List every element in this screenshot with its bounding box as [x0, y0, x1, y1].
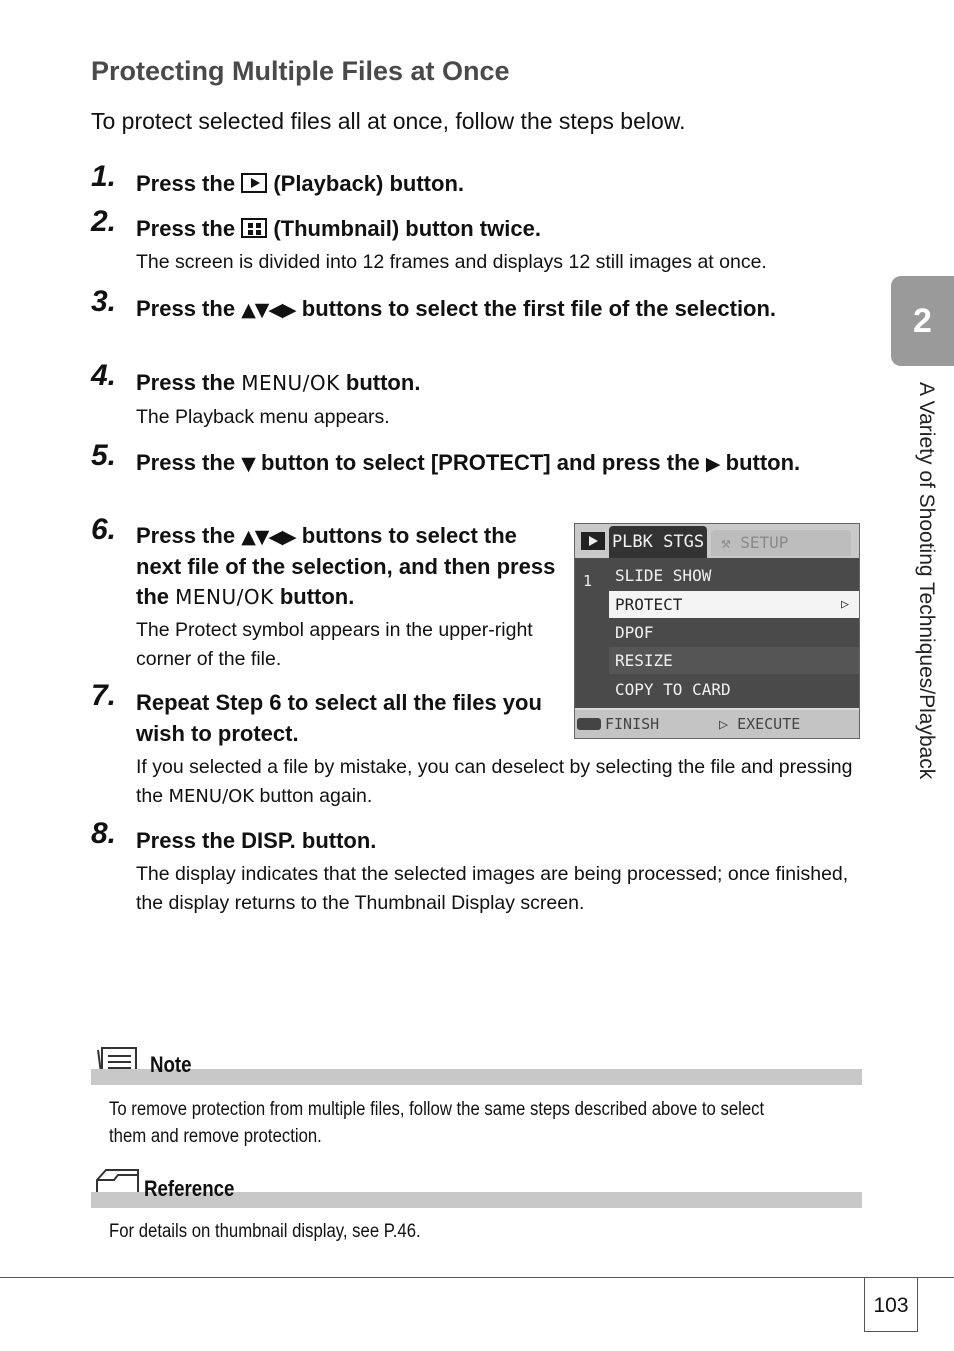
chapter-side-label	[910, 382, 940, 872]
camera-menu-item-selected	[609, 591, 859, 618]
chapter-tab: 2	[891, 276, 954, 366]
camera-menu-item: RESIZE	[609, 647, 859, 674]
step-number: 5.	[91, 439, 117, 472]
step-text: buttons to select the first file of the selection.	[301, 296, 777, 321]
step-text: Press the	[136, 296, 236, 321]
step-text: button to select [PROTECT] and press the	[260, 450, 700, 475]
step-description	[136, 753, 861, 811]
menu-ok-button-label: MENU/OK	[175, 585, 274, 609]
arrow-buttons-icon: ▲▼◀▶	[241, 526, 296, 548]
step-heading: Press the DISP. button.	[136, 828, 377, 853]
camera-footer-right: ▷ EXECUTE	[719, 715, 801, 733]
camera-menu-footer	[575, 710, 859, 738]
step-number: 7.	[91, 679, 117, 712]
step-description: The display indicates that the selected images are being processed; once finished, the display returns to the Thumbnail Display screen.	[136, 863, 849, 914]
menu-ok-button-label: MENU/OK	[241, 371, 340, 395]
camera-menu-item: COPY TO CARD	[615, 680, 731, 699]
step-description: The Protect symbol appears in the upper-right corner of the file.	[136, 619, 533, 670]
step-4	[91, 359, 861, 432]
camera-tab-active: PLBK STGS	[609, 526, 707, 558]
camera-footer-left: FINISH	[605, 715, 660, 733]
camera-menu-item-label: PROTECT	[615, 595, 683, 614]
step-number: 8.	[91, 817, 117, 850]
note-label: Note	[150, 1052, 192, 1077]
step-text: Press the	[136, 171, 236, 196]
step-3	[91, 285, 861, 326]
step-text: If you selected a file by mistake, you can deselect by selecting the file and pressing the	[136, 756, 853, 807]
step-text: Press the	[136, 216, 236, 241]
step-number: 6.	[91, 513, 117, 546]
step-6	[91, 513, 561, 674]
step-text: (Thumbnail) button twice.	[273, 216, 541, 241]
step-heading	[136, 367, 861, 399]
down-arrow-icon: ▼	[241, 453, 255, 475]
wrench-icon: ⚒	[721, 533, 741, 552]
camera-page-number: 1	[583, 572, 593, 590]
menu-icon	[577, 718, 601, 730]
step-heading	[136, 213, 861, 244]
arrow-buttons-icon: ▲▼◀▶	[241, 299, 296, 321]
step-text: button.	[345, 370, 421, 395]
camera-menu-tabs	[575, 524, 859, 558]
step-number: 2.	[91, 205, 117, 238]
step-description: The screen is divided into 12 frames and displays 12 still images at once.	[136, 251, 767, 273]
right-arrow-icon: ▷	[841, 597, 849, 612]
camera-footer-right-label: EXECUTE	[737, 715, 801, 733]
step-1	[91, 160, 861, 199]
step-5	[91, 439, 861, 480]
step-heading	[136, 521, 561, 612]
step-2	[91, 205, 861, 277]
playback-icon	[241, 173, 267, 193]
step-text: buttons to select the next file of the selection, and then press the	[136, 523, 556, 609]
step-number: 3.	[91, 285, 117, 318]
step-text: Press the	[136, 523, 236, 548]
step-heading	[136, 168, 861, 199]
step-text: Press the	[136, 370, 236, 395]
step-text: Press the	[136, 450, 236, 475]
intro-text: To protect selected files all at once, follow the steps below.	[91, 108, 686, 134]
menu-ok-button-label: MENU/OK	[168, 786, 255, 807]
camera-menu-list	[575, 558, 859, 708]
step-number: 4.	[91, 359, 117, 392]
footer-divider	[0, 1277, 954, 1278]
step-heading: Repeat Step 6 to select all the files you wish to protect.	[136, 690, 542, 746]
step-description: The Playback menu appears.	[136, 406, 390, 428]
reference-text: For details on thumbnail display, see P.46.	[109, 1221, 421, 1242]
note-text: To remove protection from multiple files, follow the same steps described above to select them and remove protection.	[109, 1099, 765, 1147]
step-8	[91, 817, 861, 918]
page-number: 103	[864, 1278, 918, 1332]
page-title: Protecting Multiple Files at Once	[91, 56, 510, 86]
step-text: button again.	[259, 785, 373, 807]
camera-playback-menu-screen	[574, 523, 860, 739]
camera-tab-label: SETUP	[740, 533, 789, 552]
camera-tab-inactive	[711, 530, 851, 556]
step-text: button.	[725, 450, 801, 475]
note-bar	[91, 1069, 862, 1085]
right-arrow-icon: ▶	[705, 453, 720, 475]
camera-menu-item: DPOF	[615, 623, 654, 642]
chapter-side-text: A Variety of Shooting Techniques/Playback	[915, 382, 938, 780]
thumbnail-icon	[241, 218, 267, 238]
step-heading	[136, 293, 861, 326]
step-text: (Playback) button.	[273, 171, 464, 196]
playback-icon	[581, 532, 605, 550]
camera-menu-item: SLIDE SHOW	[615, 566, 712, 585]
reference-label: Reference	[144, 1176, 235, 1201]
step-number: 1.	[91, 160, 117, 193]
step-text: button.	[279, 584, 355, 609]
step-heading	[136, 447, 861, 480]
